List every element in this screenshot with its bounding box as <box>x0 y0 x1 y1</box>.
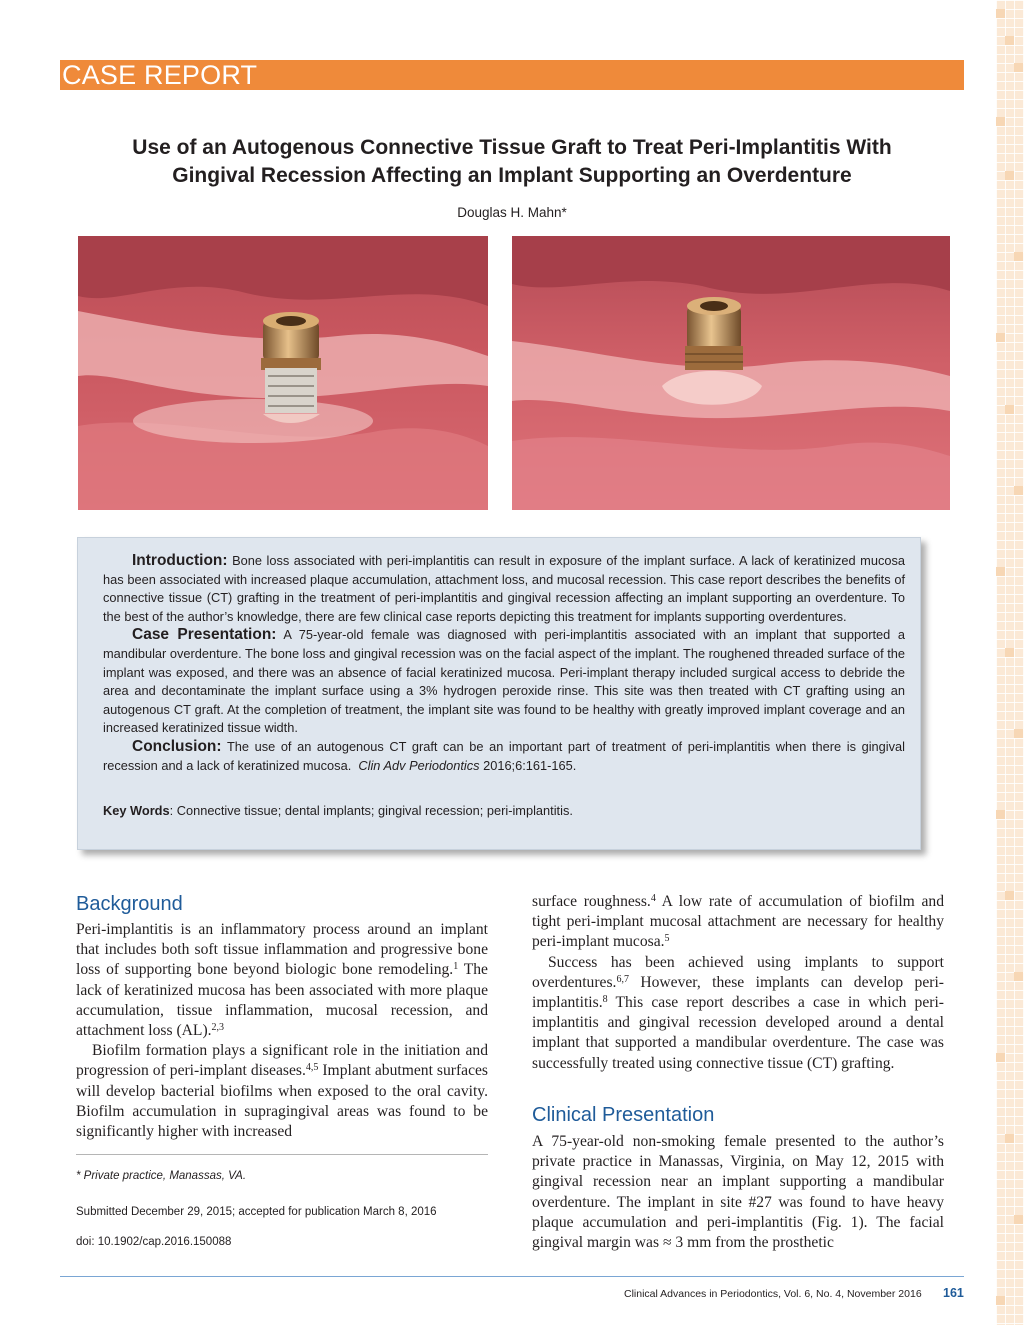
right-text-1b: A low rate of accumulation of biofilm and tight peri-implant mucosal attachment are necessary for healthy peri-implant mucosa. <box>532 893 944 951</box>
background-heading: Background <box>76 893 183 915</box>
introduction-heading: Introduction: <box>132 552 228 569</box>
title-line-2: Gingival Recession Affecting an Implant Supporting an Overdenture <box>172 164 852 187</box>
background-text-2b: Implant abutment surfaces will develop bacterial biofilms when exposed to the oral cavity. Biofilm accumulation in supragingival areas was found to be significantly higher with increased <box>76 1062 488 1141</box>
right-paragraph-1 <box>532 892 944 953</box>
abstract-conclusion <box>103 738 905 775</box>
citation-journal: Clin Adv Periodontics <box>358 757 480 773</box>
introduction-text: Bone loss associated with peri-implantitis can result in exposure of the implant surface. A lack of keratinized mucosa has been associated with increased plaque accumulation, attachment loss, and mucosal recession. This case report describes the benefits of connective tissue (CT) grafting in the treatment of peri-implantitis and gingival recession affecting an implant supporting an overdenture. To the best of the author’s knowledge, there are few clinical case reports depicting this treatment for implants supporting overdentures. <box>103 553 905 624</box>
reference-superscript: 5 <box>664 933 670 945</box>
article-title <box>60 134 964 190</box>
reference-superscript: 6,7 <box>616 973 629 985</box>
case-presentation-heading: Case Presentation: <box>132 626 277 644</box>
right-text-2b: However, these implants can develop peri-implantitis. <box>532 973 944 1012</box>
conclusion-heading: Conclusion: <box>132 737 222 755</box>
page-number: 161 <box>943 1286 964 1300</box>
case-presentation-text: A 75-year-old female was diagnosed with peri-implantitis associated with an implant that supported a mandibular overdenture. The bone loss and gingival recession was on the facial aspect of the implant. The roughened threaded surface of the implant was exposed, and there was an absence of facial keratinized mucosa. Peri-implant therapy included surgical access to debride the area and decontaminate the implant surface using a 3% hydrogen peroxide rinse. This site was then treated with CT grafting using an autogenous CT graft. At the completion of treatment, the implant site was found to be healthy with greatly improved implant coverage and an increased keratinized tissue width. <box>103 627 905 736</box>
abstract <box>103 552 905 775</box>
key-words-text: : Connective tissue; dental implants; gingival recession; peri-implantitis. <box>169 803 573 818</box>
key-words <box>103 803 905 818</box>
implant-exposed-photo <box>78 236 488 510</box>
banner-label: CASE REPORT <box>62 60 258 90</box>
footer-journal-info: Clinical Advances in Periodontics, Vol. 6, No. 4, November 2016 <box>624 1288 922 1300</box>
case-report-banner <box>60 60 964 90</box>
reference-superscript: 4,5 <box>305 1062 319 1074</box>
clinical-presentation-column <box>532 1132 944 1253</box>
reference-superscript: 2,3 <box>211 1022 225 1034</box>
submission-dates: Submitted December 29, 2015; accepted for publication March 8, 2016 <box>76 1206 437 1218</box>
doi-link[interactable]: doi: 10.1902/cap.2016.150088 <box>76 1236 232 1248</box>
background-text-1a: Peri-implantitis is an inflammatory process around an implant that includes both soft tissue inflammation and progressive bone loss of supporting bone beyond biologic bone remodeling. <box>76 921 488 979</box>
conclusion-text: The use of an autogenous CT graft can be an important part of treatment of peri-implantitis when there is gingival recession and a lack of keratinized mucosa. <box>103 738 905 773</box>
title-line-1: Use of an Autogenous Connective Tissue Graft to Treat Peri-Implantitis With <box>132 136 892 159</box>
background-paragraph-1 <box>76 920 488 1041</box>
key-words-label: Key Words <box>103 803 170 818</box>
right-paragraph-2 <box>532 953 944 1074</box>
right-text-2c: This case report describes a case in which peri-implantitis and gingival recession developed around a dental implant that supported a mandibular overdenture. The case was successfully treated using connective tissue (CT) grafting. <box>532 994 944 1072</box>
right-text-1a: surface roughness. <box>532 893 651 910</box>
reference-superscript: 1 <box>453 961 459 973</box>
edge-tile-strip <box>996 0 1024 1325</box>
author-name: Douglas H. Mahn* <box>457 205 567 220</box>
footer-divider <box>60 1276 964 1277</box>
implant-healed-photo <box>512 236 950 510</box>
abstract-introduction <box>103 552 905 626</box>
background-column <box>76 920 488 1142</box>
abstract-case-presentation <box>103 626 905 738</box>
background-text-1b: The lack of keratinized mucosa has been associated with more plaque accumulation, tissue inflammation, mucosal recession, and attachment loss (AL). <box>76 961 488 1040</box>
background-paragraph-2 <box>76 1041 488 1142</box>
background-text-2a: Biofilm formation plays a significant role in the initiation and progression of peri-implant diseases. <box>76 1042 488 1080</box>
citation-details: 2016;6:161-165. <box>483 757 577 773</box>
clinical-presentation-heading: Clinical Presentation <box>532 1104 715 1126</box>
footnote-divider <box>76 1154 488 1155</box>
clinical-presentation-paragraph: A 75-year-old non-smoking female presented to the author’s private practice in Manassas, Virginia, on May 12, 2015 with gingival recession near an implant supporting a mandibular overdenture. The implant in site #27 was found to have heavy plaque accumulation and peri-implantitis (Fig. 1). The facial gingival margin was ≈ 3 mm from the prosthetic <box>532 1133 944 1252</box>
affiliation-footnote: * Private practice, Manassas, VA. <box>76 1170 247 1182</box>
right-text-2a: Success has been achieved using implants to support overdentures. <box>532 953 944 991</box>
right-column-top <box>532 892 944 1074</box>
reference-superscript: 8 <box>602 994 608 1006</box>
reference-superscript: 4 <box>650 893 656 904</box>
